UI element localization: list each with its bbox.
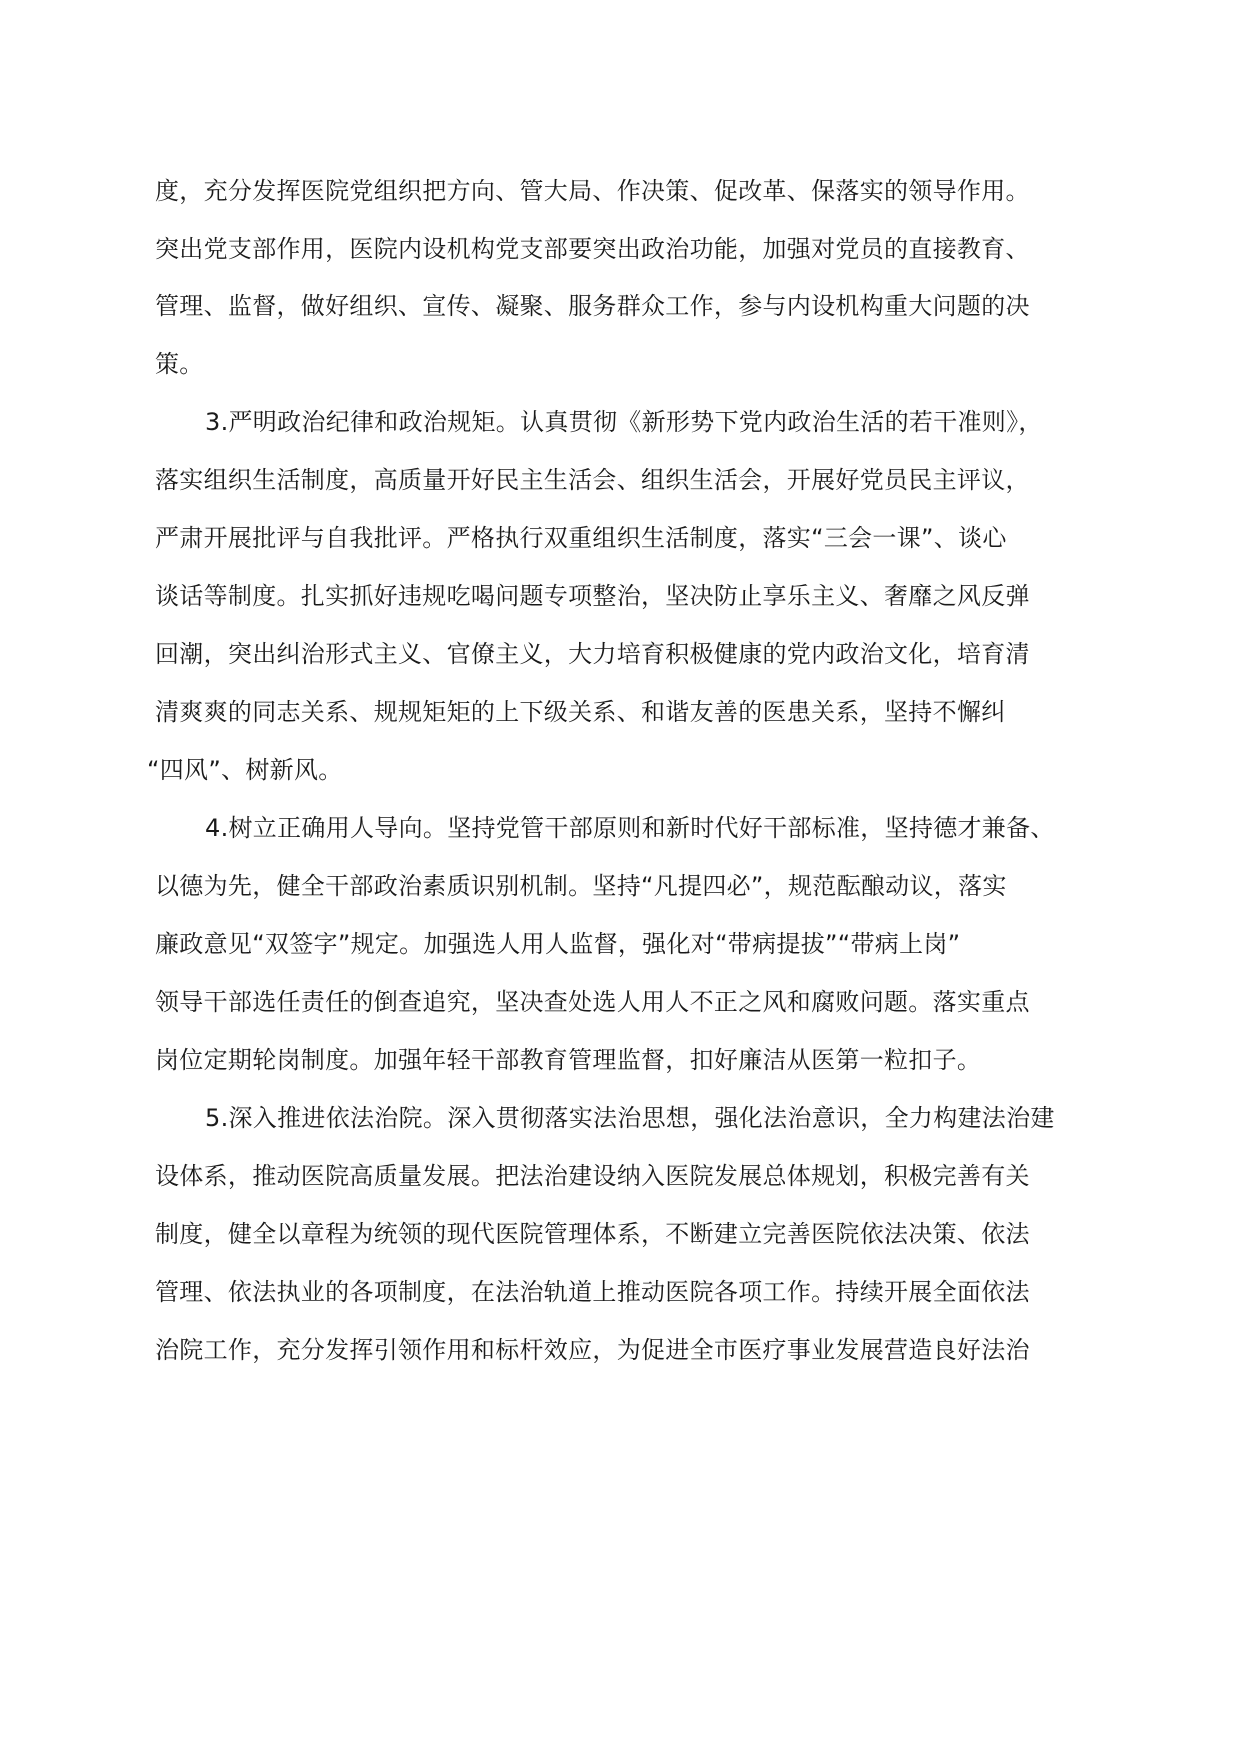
paragraph-4-start: 4.树立正确用人导向。坚持党管干部原则和新时代好干部标准，坚持德才兼备、 [205,814,1055,842]
text-line: 回潮，突出纠治形式主义、官僚主义，大力培育积极健康的党内政治文化，培育清 [155,640,1030,668]
text-line: 策。 [155,350,204,378]
text-line: 治院工作，充分发挥引领作用和标杆效应，为促进全市医疗事业发展营造良好法治 [155,1336,1030,1364]
text-line: 清爽爽的同志关系、规规矩矩的上下级关系、和谐友善的医患关系，坚持不懈纠 [155,698,1006,726]
text-line: 设体系，推动医院高质量发展。把法治建设纳入医院发展总体规划，积极完善有关 [155,1162,1030,1190]
paragraph-5-start: 5.深入推进依法治院。深入贯彻落实法治思想，强化法治意识，全力构建法治建 [205,1104,1055,1132]
text-line: 度，充分发挥医院党组织把方向、管大局、作决策、促改革、保落实的领导作用。 [155,177,1030,205]
text-line: 廉政意见“双签字”规定。加强选人用人监督，强化对“带病提拔”“带病上岗” [155,930,961,958]
text-line: 谈话等制度。扎实抓好违规吃喝问题专项整治，坚决防止享乐主义、奢靡之风反弹 [155,582,1030,610]
text-line: 制度，健全以章程为统领的现代医院管理体系，不断建立完善医院依法决策、依法 [155,1220,1030,1248]
text-line: 落实组织生活制度，高质量开好民主生活会、组织生活会，开展好党员民主评议， [155,466,1030,494]
text-line: 领导干部选任责任的倒查追究，坚决查处选人用人不正之风和腐败问题。落实重点 [155,988,1030,1016]
text-line: 管理、监督，做好组织、宣传、凝聚、服务群众工作，参与内设机构重大问题的决 [155,292,1030,320]
text-line: 管理、依法执业的各项制度，在法治轨道上推动医院各项工作。持续开展全面依法 [155,1278,1030,1306]
text-line: 严肃开展批评与自我批评。严格执行双重组织生活制度，落实“三会一课”、谈心 [155,524,1007,552]
text-line: 突出党支部作用，医院内设机构党支部要突出政治功能，加强对党员的直接教育、 [155,235,1030,263]
text-line: 以德为先，健全干部政治素质识别机制。坚持“凡提四必”，规范酝酿动议，落实 [155,872,1007,900]
text-line: “四风”、树新风。 [147,756,343,784]
paragraph-3-start: 3.严明政治纪律和政治规矩。认真贯彻《新形势下党内政治生活的若干准则》， [205,408,1043,436]
text-line: 岗位定期轮岗制度。加强年轻干部教育管理监督，扣好廉洁从医第一粒扣子。 [155,1046,982,1074]
